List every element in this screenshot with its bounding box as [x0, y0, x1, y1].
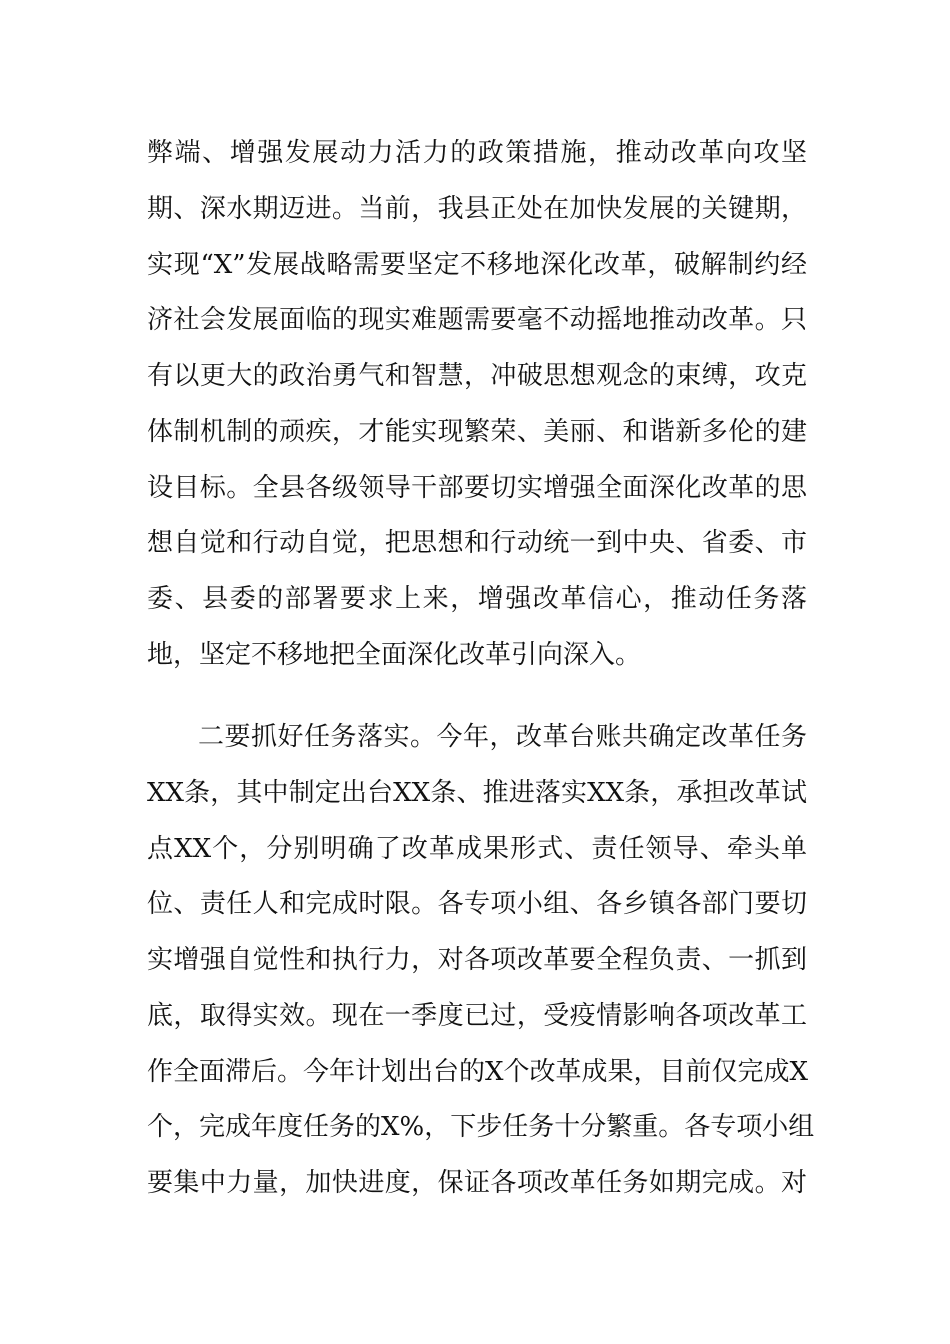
paragraph-line: 地，坚定不移地把全面深化改革引向深入。	[147, 640, 642, 670]
paragraph-line: 位、责任人和完成时限。各专项小组、各乡镇各部门要切	[147, 889, 807, 919]
paragraph-line: 个，完成年度任务的X%，下步任务十分繁重。各专项小组	[147, 1112, 815, 1142]
paragraph-line: 委、县委的部署要求上来，增强改革信心，推动任务落	[147, 584, 807, 614]
paragraph-line: 设目标。全县各级领导干部要切实增强全面深化改革的思	[147, 473, 807, 503]
paragraph-line: 济社会发展面临的现实难题需要毫不动摇地推动改革。只	[147, 305, 807, 335]
paragraph-line: 底，取得实效。现在一季度已过，受疫情影响各项改革工	[147, 1001, 807, 1031]
paragraph-line: 想自觉和行动自觉，把思想和行动统一到中央、省委、市	[147, 528, 807, 558]
paragraph-line: XX条，其中制定出台XX条、推进落实XX条，承担改革试	[147, 778, 807, 808]
paragraph-line: 有以更大的政治勇气和智慧，冲破思想观念的束缚，攻克	[147, 361, 807, 391]
paragraph-line: 实现“X”发展战略需要坚定不移地深化改革，破解制约经	[147, 250, 807, 280]
paragraph-line: 期、深水期迈进。当前，我县正处在加快发展的关键期，	[147, 194, 807, 224]
paragraph-line: 弊端、增强发展动力活力的政策措施，推动改革向攻坚	[147, 138, 807, 168]
paragraph-line: 实增强自觉性和执行力，对各项改革要全程负责、一抓到	[147, 945, 807, 975]
paragraph-line: 体制机制的顽疾，才能实现繁荣、美丽、和谐新多伦的建	[147, 417, 807, 447]
paragraph-line: 要集中力量，加快进度，保证各项改革任务如期完成。对	[147, 1168, 807, 1198]
paragraph-line: 二要抓好任务落实。今年，改革台账共确定改革任务	[198, 722, 807, 752]
paragraph-line: 点XX个，分别明确了改革成果形式、责任领导、牵头单	[147, 834, 807, 864]
paragraph-line: 作全面滞后。今年计划出台的X个改革成果，目前仅完成X	[147, 1057, 809, 1087]
